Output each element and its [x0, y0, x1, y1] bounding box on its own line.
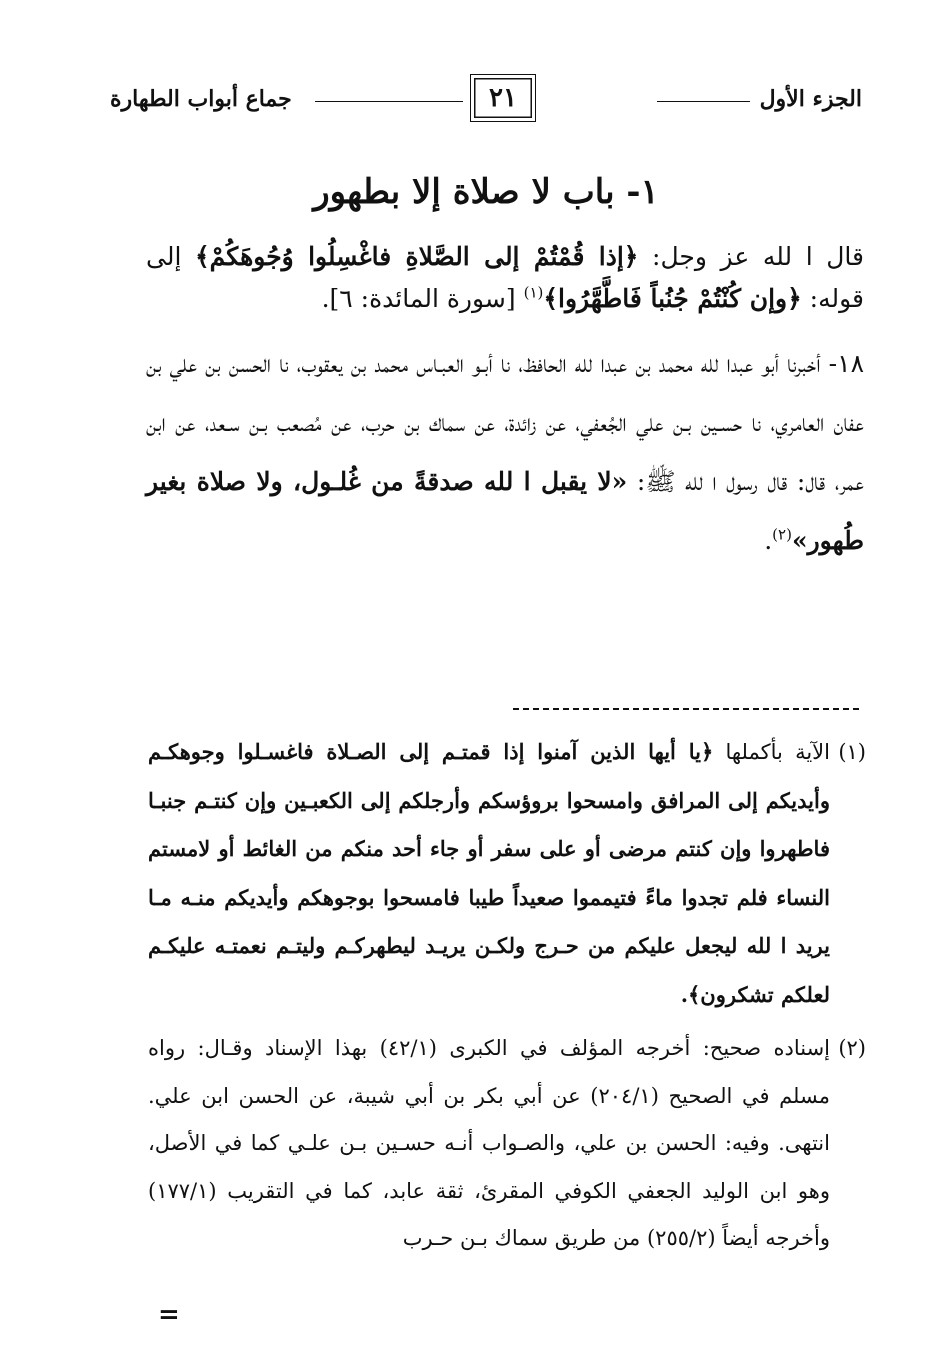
verse-2: ﴿وإن كُنْتُمْ جُنُباً فَاطَّهَّرُوا﴾ — [543, 284, 802, 313]
footnote-ref-1: (١) — [523, 283, 544, 302]
surah-reference: [سورة المائدة: ٦]. — [321, 284, 524, 313]
volume-label: الجزء الأول — [759, 86, 862, 112]
intro-prefix: قال ا لله عز وجل: — [638, 242, 864, 271]
hadith-end: . — [764, 526, 773, 555]
chapter-title: ١- باب لا صلاة إلا بطهور — [313, 172, 659, 212]
footnote-separator — [513, 708, 859, 710]
running-header — [110, 74, 862, 126]
footnote-ref-2: (٢) — [772, 525, 792, 544]
footnote-2-number: (٢) — [838, 1036, 866, 1060]
footnote-1-lead: الآية بأكملها — [713, 740, 830, 764]
main-text — [146, 236, 864, 570]
header-rule-left — [315, 101, 463, 102]
hadith-paragraph — [146, 334, 864, 570]
verse-1: ﴿إذا قُمْتُمْ إلى الصَّلاةِ فاغْسِلُوا وُجُوهَكُمْ﴾ — [195, 242, 639, 271]
section-label: جماع أبواب الطهارة — [110, 86, 292, 112]
hadith-chain: ١٨- أخبرنا أبو عبدا لله محمد بن عبدا لله الحافظ، نا أبـو العبـاس محمد بن يعقوب، نا الحسن بن علي بن عفان العامري، نا حسـين بـن علي الجُعفي، عن زائدة، عن سماك بن حرب، عن مُصعب بـن سـعد، عن ابن عمر، قال: قال رسول ا لله ﷺ: — [146, 349, 864, 496]
hadith-quote: «لا يقبل ا لله صدقةً من غُلـول، ولا صلاة بغير طُهور» — [146, 467, 864, 555]
footnote-2 — [148, 1025, 866, 1263]
page-number: ٢١ — [470, 74, 536, 122]
footnote-1-number: (١) — [838, 740, 866, 764]
quran-intro-paragraph — [146, 236, 864, 320]
footnote-1 — [148, 728, 866, 1019]
footnotes — [148, 728, 866, 1263]
footnote-continuation-mark: = — [158, 1300, 180, 1330]
footnote-2-text: إسناده صحيح: أخرجه المؤلف في الكبرى (٤٢/١) بهذا الإسناد وقـال: رواه مسلم في الصحيح (٢٠٤/١) عن أبي بكر بن أبي شيبة، عن الحسن ابن علي. انتهى. وفيه: الحسن بن علي، والصـواب أنـه حسـين بـن علـي كما في الأصل، وهو ابن الوليد الجعفي الكوفي المقرئ، ثقة عابد، كما في التقريب (١٧٧/١) وأخرجه أيضاً (٢٥٥/٢) من طريق سماك بـن حـرب — [148, 1036, 830, 1250]
header-rule-right — [657, 101, 750, 102]
footnote-1-text: ﴿يا أيها الذين آمنوا إذا قمتـم إلى الصـلاة فاغسـلوا وجوهكـم وأيديكم إلى المرافق وامسحوا بروؤسكم وأرجلكم إلى الكعبـين وإن كنتـم جنبـا فاطهروا وإن كنتم مرضى أو على سفر أو جاء أحد منكم من الغائط أو لامستم النساء فلم تجدوا ماءً فتيمموا صعيداً طيبا فامسحوا بوجوهكم وأيديكم منـه مـا يريد ا لله ليجعل عليكم من حـرج ولكـن يريـد ليطهركـم وليتـم نعمتـه عليكـم لعلكم تشكرون﴾. — [148, 739, 830, 1007]
intro-mid: إلى قوله: — [146, 242, 864, 313]
